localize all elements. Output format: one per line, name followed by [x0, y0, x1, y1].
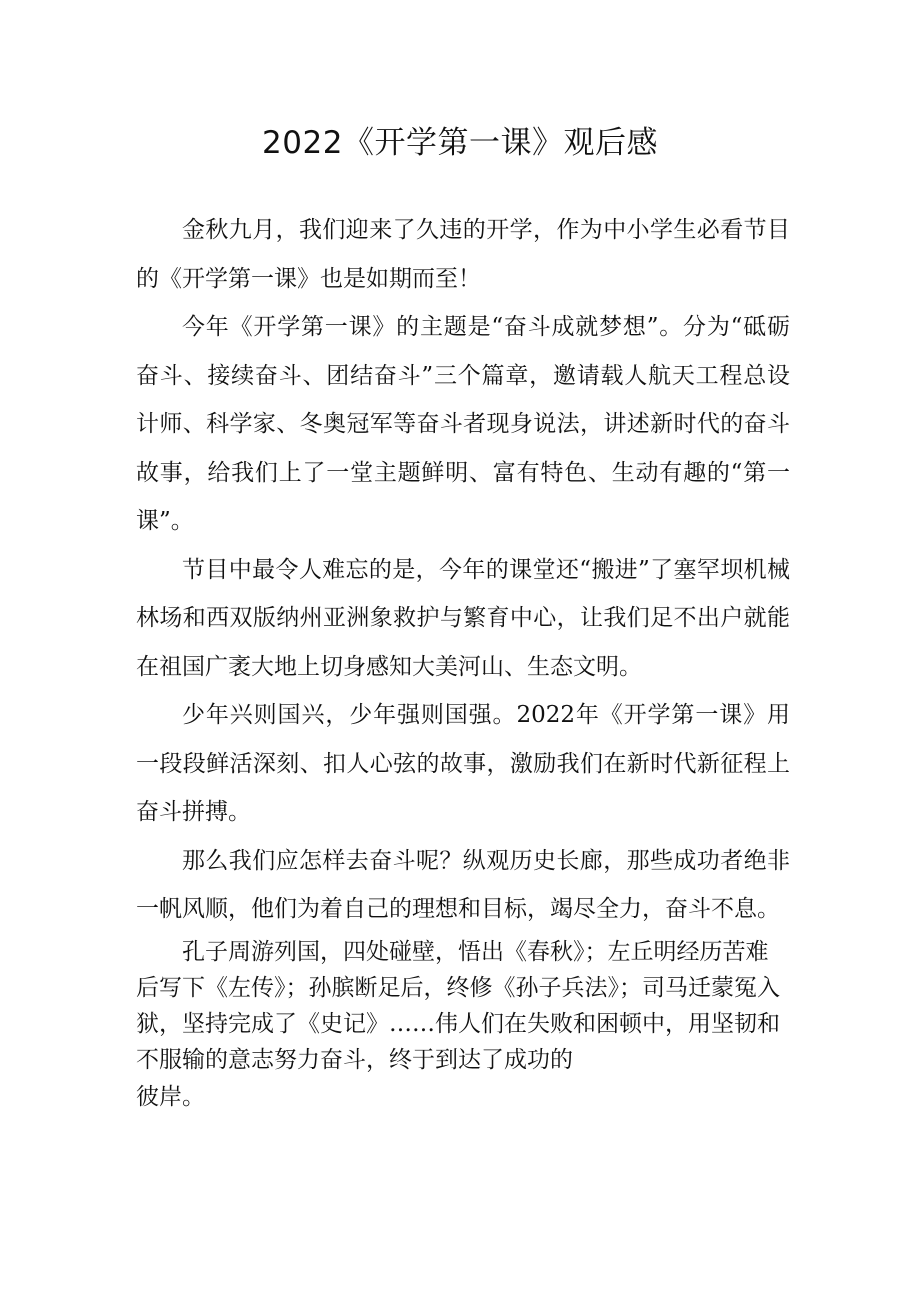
paragraph-4: 少年兴则国兴，少年强则国强。2022年《开学第一课》用一段段鲜活深刻、扣人心弦的故事，激励我们在新时代新征程上奋斗拼搏。 — [136, 702, 790, 825]
document-body — [136, 206, 790, 1116]
paragraph-6: 孔子周游列国，四处碰壁，悟出《春秋》；左丘明经历苦难后写下《左传》；孙膑断足后，终修《孙子兵法》；司马迁蒙冤入狱，坚持完成了《史记》……伟人们在失败和困顿中，用坚韧和不服输的意志努力奋斗，终于到达了成功的 — [136, 938, 780, 1073]
paragraph-2: 今年《开学第一课》的主题是“奋斗成就梦想”。分为“砥砺奋斗、接续奋斗、团结奋斗”三个篇章，邀请载人航天工程总设计师、科学家、冬奥冠军等奋斗者现身说法，讲述新时代的奋斗故事，给我们上了一堂主题鲜明、富有特色、生动有趣的“第一课”。 — [136, 314, 790, 534]
paragraph-5: 那么我们应怎样去奋斗呢？纵观历史长廊，那些成功者绝非一帆风顺，他们为着自己的理想和目标，竭尽全力，奋斗不息。 — [136, 847, 790, 922]
paragraph-1: 金秋九月，我们迎来了久违的开学，作为中小学生必看节目的《开学第一课》也是如期而至！ — [136, 217, 790, 292]
document-title: 2022《开学第一课》观后感 — [262, 125, 658, 161]
paragraph-6-tail: 彼岸。 — [136, 1083, 205, 1110]
paragraph-3: 节目中最令人难忘的是，今年的课堂还“搬进”了塞罕坝机械林场和西双版纳州亚洲象救护与繁育中心，让我们足不出户就能在祖国广袤大地上切身感知大美河山、生态文明。 — [136, 556, 790, 680]
